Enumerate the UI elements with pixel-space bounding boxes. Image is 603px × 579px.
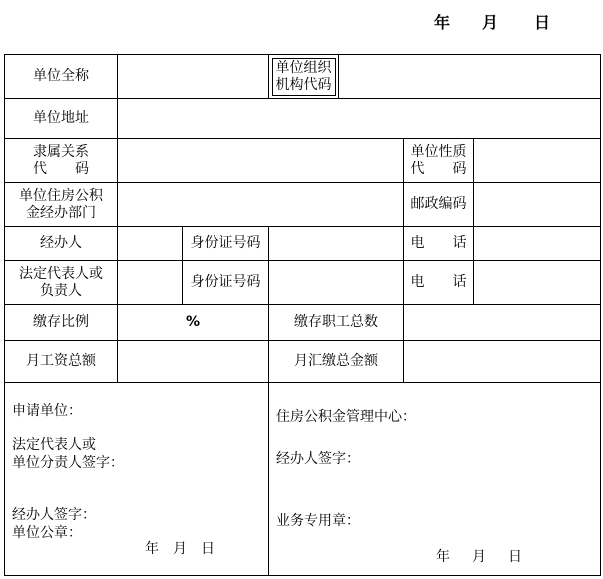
row-affiliation	[5, 139, 601, 183]
field-phone-2[interactable]	[474, 261, 601, 305]
label-monthly-total-amount: 月汇缴总金额	[269, 341, 404, 383]
field-postal-code[interactable]	[474, 183, 601, 227]
label-unit-address: 单位地址	[5, 99, 118, 139]
legal-rep-sign-label-1: 法定代表人或	[12, 437, 96, 453]
row-signatures	[5, 383, 601, 576]
label-deposit-ratio: 缴存比例	[5, 305, 118, 341]
label-monthly-wage-total: 月工资总额	[5, 341, 118, 383]
field-handler[interactable]	[118, 227, 183, 261]
field-monthly-total-amount[interactable]	[404, 341, 601, 383]
field-unit-name[interactable]	[118, 55, 269, 99]
label-total-employees: 缴存职工总数	[269, 305, 404, 341]
right-signature-block[interactable]	[269, 383, 601, 576]
label-org-code: 单位组织 机构代码	[269, 55, 339, 99]
row-handler	[5, 227, 601, 261]
unit-seal-label: 单位公章：	[12, 525, 82, 541]
legal-rep-sign-label-2: 单位分责人签字：	[12, 455, 124, 471]
left-date: 年 月 日	[145, 541, 215, 557]
field-id-number-2[interactable]	[269, 261, 404, 305]
center-label: 住房公积金管理中心：	[276, 409, 416, 425]
label-legal-rep: 法定代表人或 负责人	[5, 261, 118, 305]
field-monthly-wage-total[interactable]	[118, 341, 269, 383]
right-date: 年 月 日	[436, 549, 522, 565]
field-legal-rep[interactable]	[118, 261, 183, 305]
label-phone: 电 话	[404, 227, 474, 261]
header-date	[434, 10, 554, 33]
field-affiliation-code[interactable]	[118, 139, 404, 183]
field-id-number[interactable]	[269, 227, 404, 261]
row-deposit-ratio	[5, 305, 601, 341]
left-signature-block[interactable]	[5, 383, 269, 576]
field-unit-address[interactable]	[118, 99, 601, 139]
field-deposit-ratio[interactable]	[118, 305, 269, 341]
label-id-number-2: 身份证号码	[183, 261, 269, 305]
row-monthly-wage	[5, 341, 601, 383]
row-fund-department	[5, 183, 601, 227]
field-unit-nature-code[interactable]	[474, 139, 601, 183]
row-unit-name	[5, 55, 601, 99]
label-id-number: 身份证号码	[183, 227, 269, 261]
field-phone[interactable]	[474, 227, 601, 261]
handler-sign-label: 经办人签字：	[12, 507, 96, 523]
header-month: 月	[482, 13, 499, 32]
row-unit-address	[5, 99, 601, 139]
label-unit-name: 单位全称	[5, 55, 118, 99]
registration-form-table	[4, 54, 601, 576]
field-total-employees[interactable]	[404, 305, 601, 341]
label-postal-code: 邮政编码	[404, 183, 474, 227]
field-fund-department[interactable]	[118, 183, 404, 227]
percent-sign: %	[185, 314, 201, 330]
field-org-code[interactable]	[339, 55, 601, 99]
header-day: 日	[534, 13, 551, 32]
right-handler-sign-label: 经办人签字：	[276, 451, 360, 467]
header-year: 年	[434, 13, 451, 32]
row-legal-rep	[5, 261, 601, 305]
label-unit-nature-code: 单位性质 代 码	[404, 139, 474, 183]
label-fund-department: 单位住房公积 金经办部门	[5, 183, 118, 227]
applicant-label: 申请单位：	[12, 403, 82, 419]
label-affiliation-code: 隶属关系 代 码	[5, 139, 118, 183]
label-phone-2: 电 话	[404, 261, 474, 305]
label-handler: 经办人	[5, 227, 118, 261]
business-seal-label: 业务专用章：	[276, 513, 360, 529]
